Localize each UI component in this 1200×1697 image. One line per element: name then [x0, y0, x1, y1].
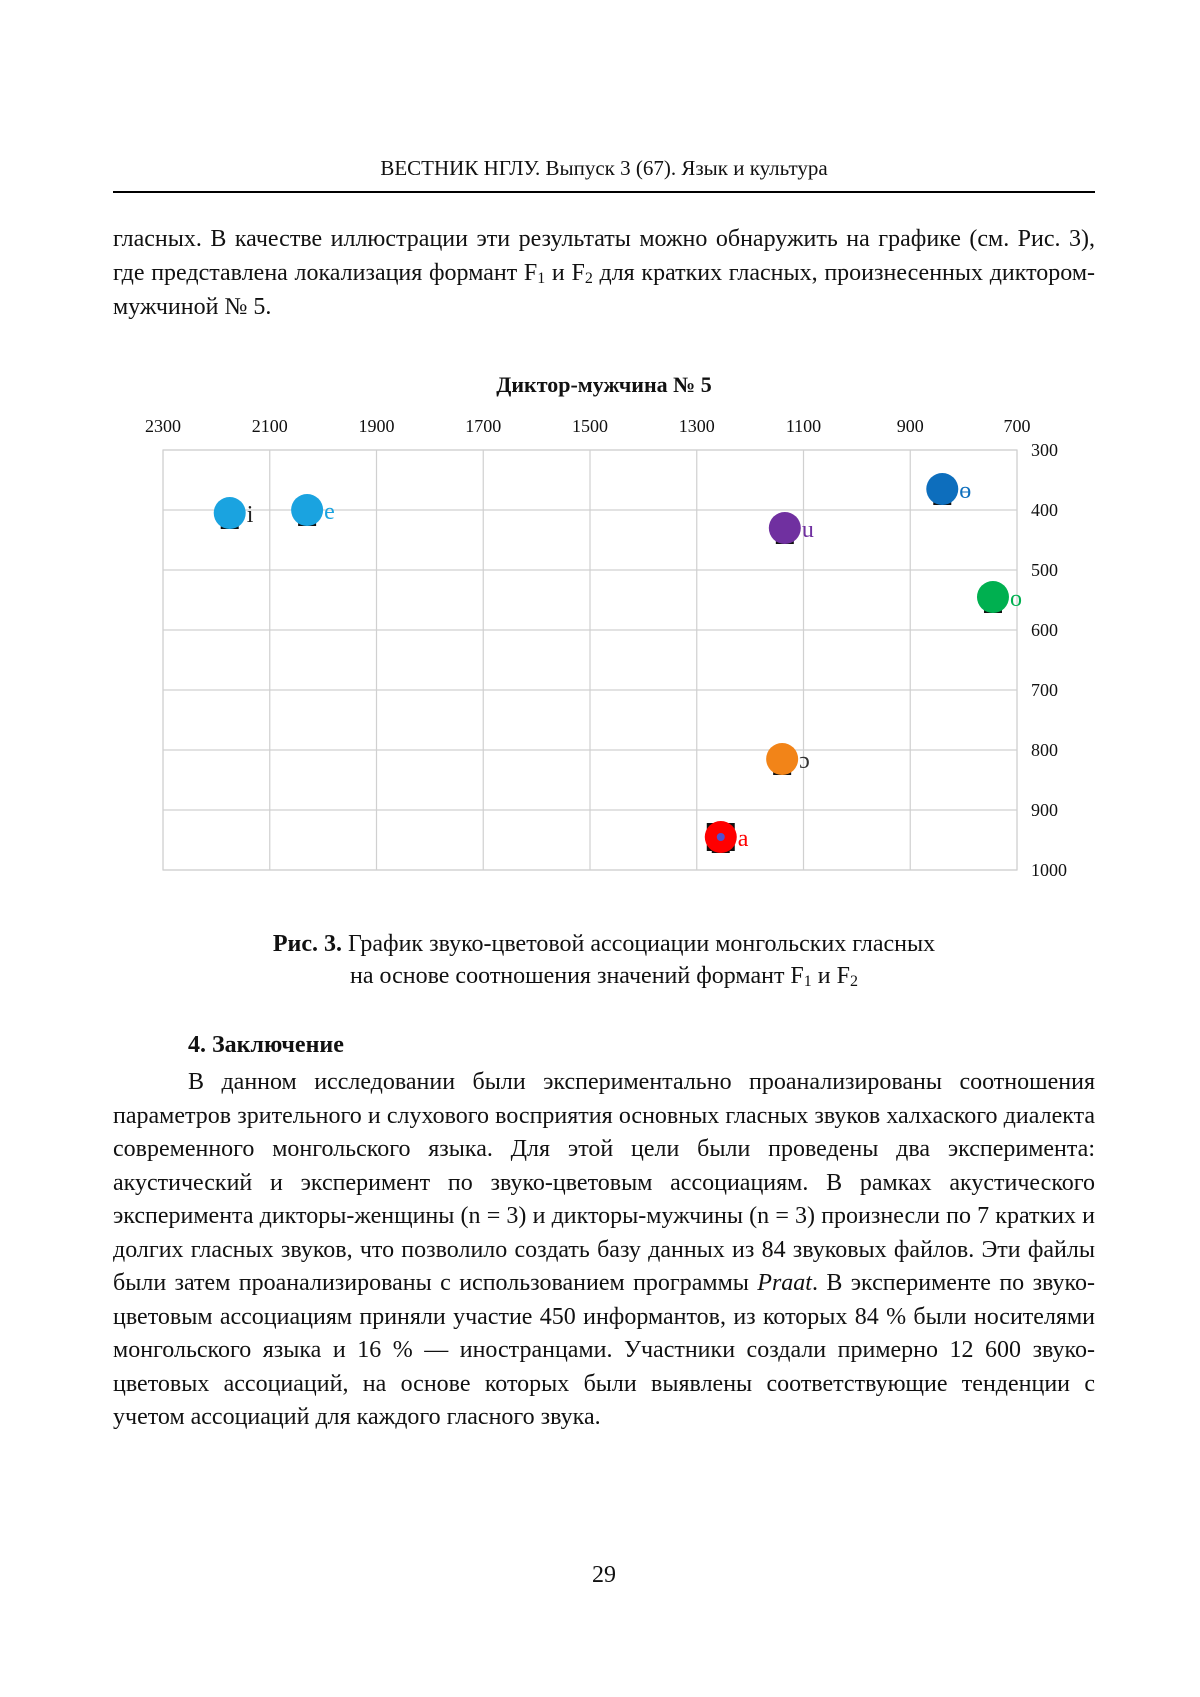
- praat-italic: Praat: [757, 1270, 812, 1296]
- data-label-e: e: [324, 499, 335, 525]
- section-heading: 4. Заключение: [188, 1029, 344, 1061]
- caption-sub-1: 1: [804, 973, 812, 990]
- x-tick-label: 1900: [359, 416, 395, 436]
- x-tick-label: 1700: [465, 416, 501, 436]
- data-point-o: [977, 581, 1009, 613]
- data-label-ө: ө: [959, 478, 971, 504]
- data-point-ɔ: [766, 743, 798, 775]
- page-number: 29: [113, 1562, 1095, 1589]
- data-point-center: [717, 833, 725, 841]
- intro-sub-2: 2: [585, 270, 593, 287]
- formant-scatter-chart: [0, 0, 1200, 900]
- chart-title: Диктор-мужчина № 5: [113, 372, 1095, 398]
- y-tick-label: 1000: [1031, 860, 1067, 880]
- y-tick-label: 500: [1031, 560, 1058, 580]
- x-tick-label: 1100: [786, 416, 821, 436]
- data-label-u: u: [802, 517, 814, 543]
- data-point-e: [291, 494, 323, 526]
- figure-caption: [113, 928, 1095, 992]
- intro-text-1: гласных. В качестве иллюстрации эти результаты можно обнаружить на графике (см. Рис. 3), где представлена локализация формант F: [113, 226, 1095, 286]
- data-label-o: o: [1010, 586, 1022, 612]
- data-label-ɔ: ɔ: [799, 748, 810, 774]
- caption-line-2a: на основе соотношения значений формант F: [350, 963, 804, 989]
- running-header: ВЕСТНИК НГЛУ. Выпуск 3 (67). Язык и культура: [113, 155, 1095, 181]
- x-tick-label: 700: [1004, 416, 1031, 436]
- y-tick-label: 700: [1031, 680, 1058, 700]
- caption-sub-2: 2: [850, 973, 858, 990]
- intro-text-3: для кратких гласных, произнесенных диктором-мужчиной № 5.: [113, 260, 1095, 320]
- data-point-i: [214, 497, 246, 529]
- conclusion-text-2: . В эксперименте по звуко-цветовым ассоциациям приняли участие 450 информантов, из которых 84 % были носителями монгольского языка и 16 % — иностранцами. Участники создали примерно 12 600 звуко-цветовых ассоциаций, на основе которых были выявлены соответствующие тенденции с учетом ассоциаций для каждого гласного звука.: [113, 1270, 1095, 1430]
- caption-line-2b: и F: [812, 963, 850, 989]
- y-tick-label: 900: [1031, 800, 1058, 820]
- y-tick-label: 800: [1031, 740, 1058, 760]
- caption-line-1: График звуко-цветовой ассоциации монгольских гласных: [342, 931, 935, 957]
- x-tick-label: 1300: [679, 416, 715, 436]
- x-tick-label: 1500: [572, 416, 608, 436]
- data-label-i: i: [247, 502, 254, 528]
- y-tick-label: 600: [1031, 620, 1058, 640]
- x-tick-label: 2300: [145, 416, 181, 436]
- figure-label: Рис. 3.: [273, 931, 342, 957]
- y-tick-label: 300: [1031, 440, 1058, 460]
- data-point-u: [769, 512, 801, 544]
- x-tick-label: 900: [897, 416, 924, 436]
- data-point-ө: [926, 473, 958, 505]
- y-tick-label: 400: [1031, 500, 1058, 520]
- intro-text-2: и F: [545, 260, 585, 286]
- data-label-a: a: [738, 826, 749, 852]
- conclusion-text-1: В данном исследовании были экспериментально проанализированы соотношения параметров зрительного и слухового восприятия основных гласных звуков халхаского диалекта современного монгольского языка. Для этой цели были проведены два эксперимента: акустический и эксперимент по звуко-цветовым ассоциациям. В рамках акустического эксперимента дикторы-женщины (n = 3) и дикторы-мужчины (n = 3) произнесли по 7 кратких и долгих гласных звуков, что позволило создать базу данных из 84 звуковых файлов. Эти файлы были затем проанализированы с использованием программы: [113, 1069, 1095, 1296]
- x-tick-label: 2100: [252, 416, 288, 436]
- intro-sub-1: 1: [537, 270, 545, 287]
- conclusion-paragraph: [113, 1066, 1095, 1435]
